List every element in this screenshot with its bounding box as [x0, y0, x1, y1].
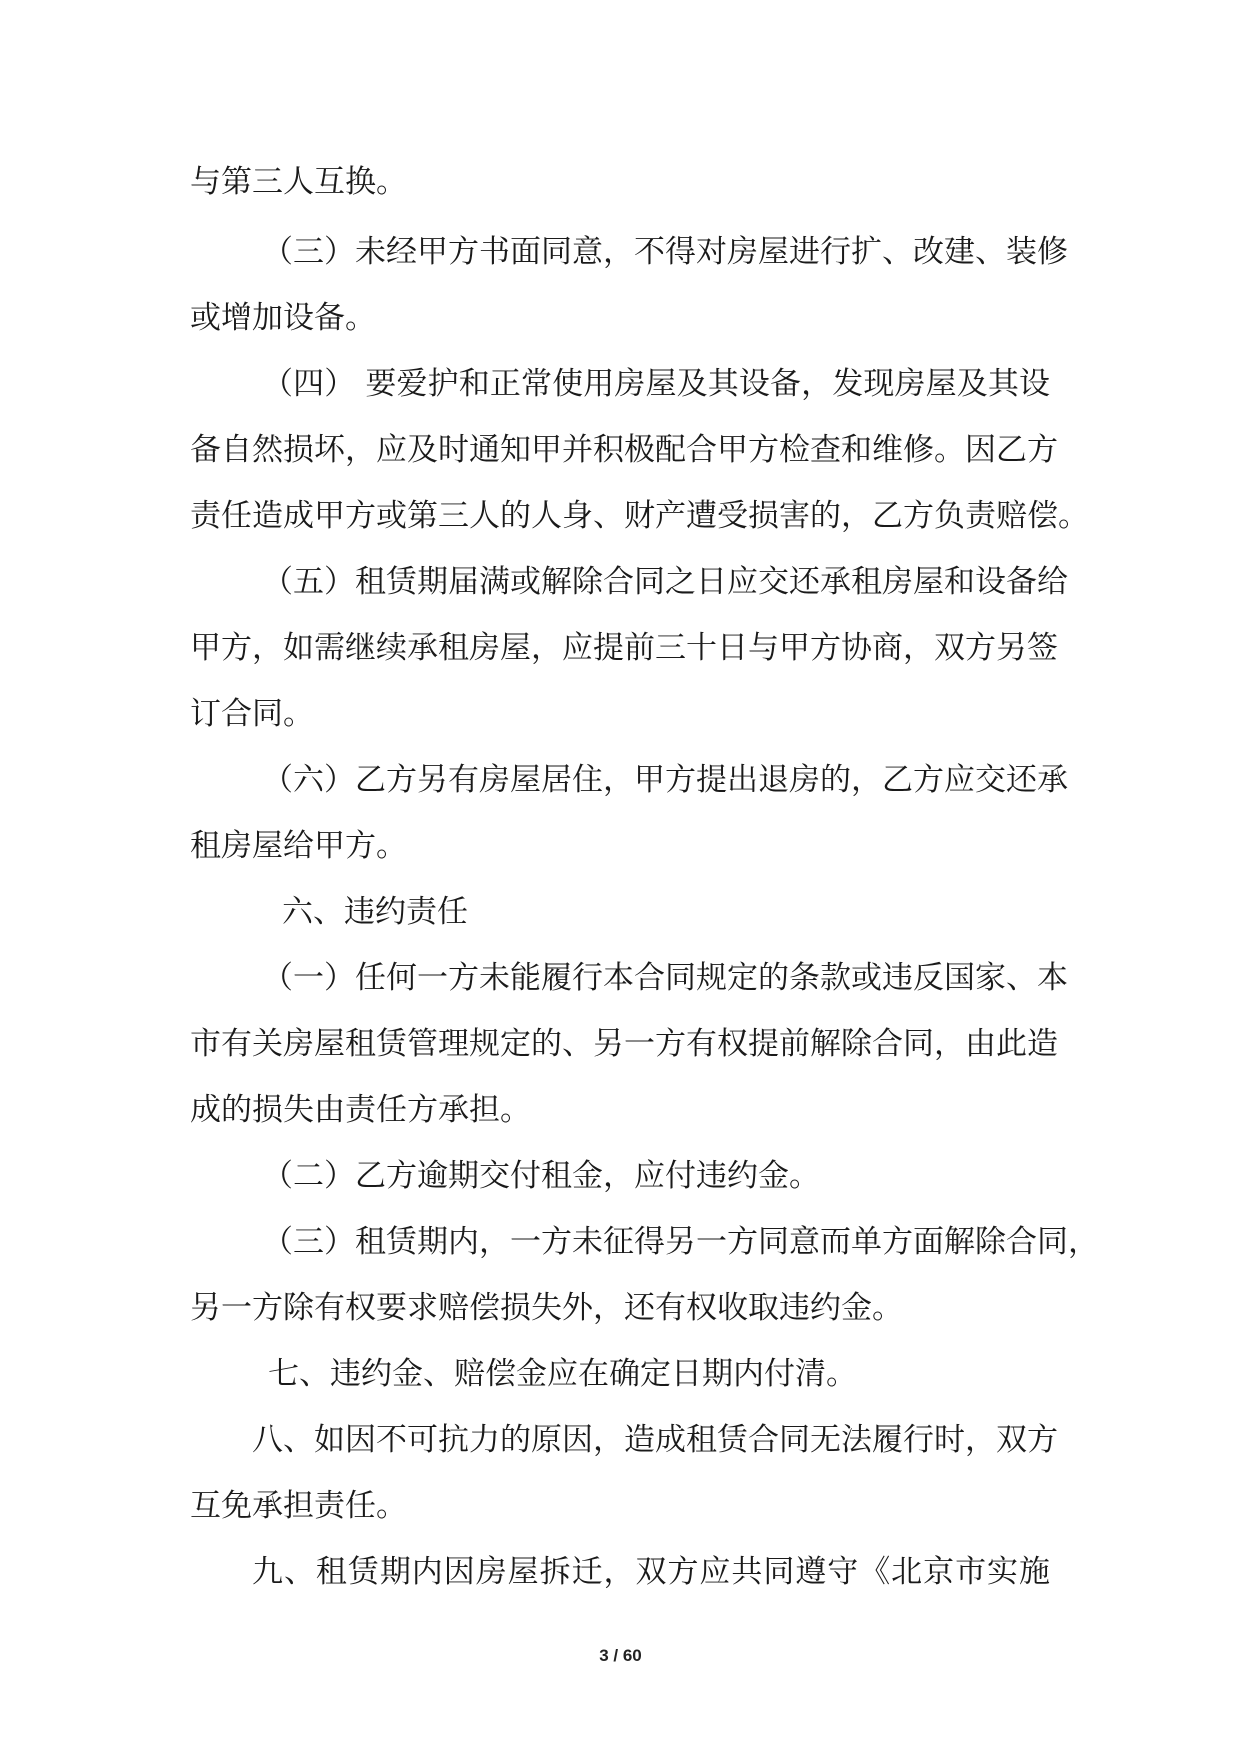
text-line: 与第三人互换。 [190, 164, 407, 200]
clause-3-line: （三）租赁期内，一方未征得另一方同意而单方面解除合同， [262, 1224, 1099, 1260]
page-number: 3 / 60 [599, 1646, 642, 1665]
clause-6-line: （六）乙方另有房屋居住，甲方提出退房的，乙方应交还承 [262, 762, 1068, 798]
clause-4-line: （四） 要爱护和正常使用房屋及其设备，发现房屋及其设 [262, 366, 1050, 402]
clause-1-line: （一）任何一方未能履行本合同规定的条款或违反国家、本 [262, 960, 1068, 996]
text-line: 租房屋给甲方。 [190, 828, 407, 864]
section-8-line: 八、如因不可抗力的原因，造成租赁合同无法履行时，双方 [252, 1422, 1058, 1458]
clause-3-line: （三）未经甲方书面同意，不得对房屋进行扩、改建、装修 [262, 234, 1068, 270]
clause-5-line: （五）租赁期届满或解除合同之日应交还承租房屋和设备给 [262, 564, 1068, 600]
text-line: 责任造成甲方或第三人的人身、财产遭受损害的，乙方负责赔偿。 [190, 498, 1089, 534]
text-line: 互免承担责任。 [190, 1488, 407, 1524]
clause-2-line: （二）乙方逾期交付租金，应付违约金。 [262, 1158, 820, 1194]
text-line: 另一方除有权要求赔偿损失外，还有权收取违约金。 [190, 1290, 903, 1326]
text-line: 订合同。 [190, 696, 314, 732]
section-7-line: 七、违约金、赔偿金应在确定日期内付清。 [268, 1356, 857, 1392]
text-line: 或增加设备。 [190, 300, 376, 336]
section-9-line: 九、租赁期内因房屋拆迁，双方应共同遵守《北京市实施 [252, 1554, 1050, 1590]
section-heading: 六、违约责任 [282, 894, 468, 930]
text-line: 市有关房屋租赁管理规定的、另一方有权提前解除合同，由此造 [190, 1026, 1058, 1062]
text-line: 甲方，如需继续承租房屋，应提前三十日与甲方协商，双方另签 [190, 630, 1058, 666]
text-line: 备自然损坏，应及时通知甲并积极配合甲方检查和维修。因乙方 [190, 432, 1058, 468]
text-line: 成的损失由责任方承担。 [190, 1092, 531, 1128]
